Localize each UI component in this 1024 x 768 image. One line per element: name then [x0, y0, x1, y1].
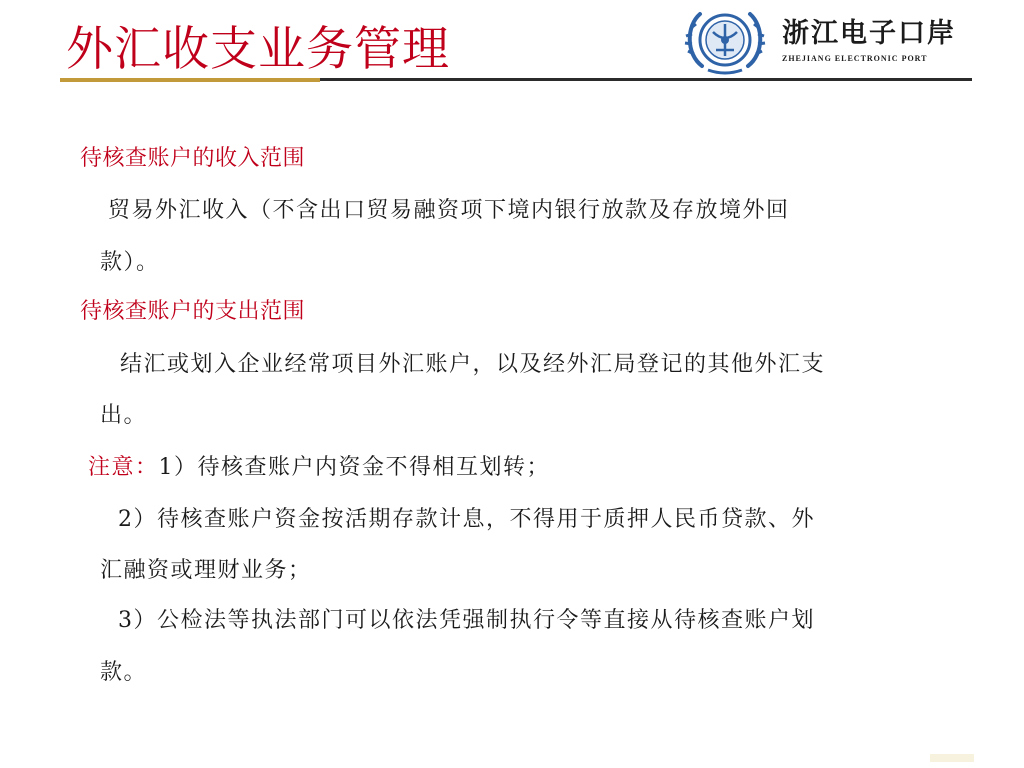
section-body-line: 款）。 — [100, 250, 160, 275]
section-body-line: 贸易外汇收入（不含出口贸易融资项下境内银行放款及存放境外回 — [108, 198, 790, 223]
section-heading-expense: 待核查账户的支出范围 — [80, 299, 306, 324]
corner-decoration — [930, 754, 974, 762]
note-item-text: 1）待核查账户内资金不得相互划转； — [158, 455, 551, 480]
note-item-text: 款。 — [100, 660, 148, 685]
page-title: 外汇收支业务管理 — [66, 22, 450, 77]
logo-name-en: ZHEJIANG ELECTRONIC PORT — [782, 54, 928, 63]
note-item-text: 汇融资或理财业务； — [100, 558, 312, 583]
note-item-text: 2）待核查账户资金按活期存款计息，不得用于质押人民币贷款、外 — [118, 507, 815, 532]
section-body-line: 出。 — [100, 403, 148, 428]
note-line — [88, 453, 550, 483]
note-label: 注意： — [88, 455, 159, 480]
logo-name-cn: 浙江电子口岸 — [782, 18, 956, 49]
section-heading-income: 待核查账户的收入范围 — [80, 146, 306, 171]
section-body-line: 结汇或划入企业经常项目外汇账户，以及经外汇局登记的其他外汇支 — [120, 352, 826, 377]
note-item-text: 3）公检法等执法部门可以依法凭强制执行令等直接从待核查账户划 — [118, 608, 815, 633]
